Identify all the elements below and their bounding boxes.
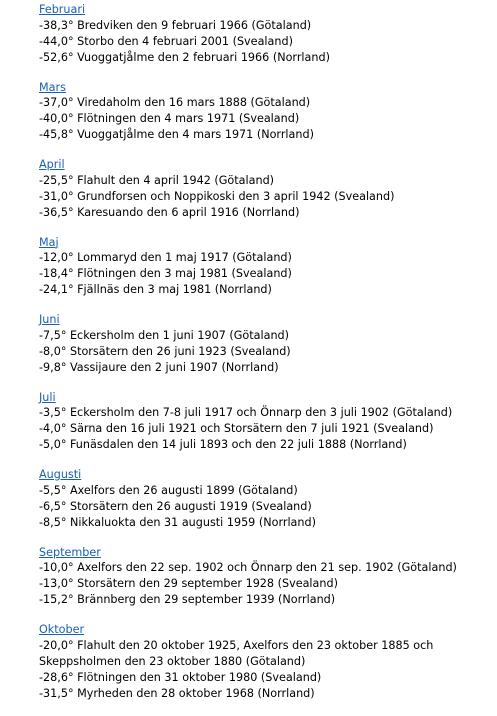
temperature-records-list (39, 2, 491, 716)
month-section-juni (39, 312, 491, 376)
month-section-maj (39, 235, 491, 299)
record-line: -40,0° Flötningen den 4 mars 1971 (Svealand) (39, 112, 300, 125)
month-link-september[interactable]: September (39, 545, 101, 559)
record-line: -5,5° Axelfors den 26 augusti 1899 (Götaland) (39, 483, 298, 497)
month-link-juli[interactable]: Juli (39, 390, 56, 404)
record-line: -18,4° Flötningen den 3 maj 1981 (Svealand) (39, 267, 292, 280)
record-line: -36,5° Karesuando den 6 april 1916 (Norrland) (39, 205, 300, 219)
record-line: -8,5° Nikkaluokta den 31 augusti 1959 (Norrland) (39, 515, 316, 529)
month-section-oktober (39, 622, 491, 702)
month-link-maj[interactable]: Maj (39, 235, 59, 249)
month-link-april[interactable]: April (39, 158, 65, 171)
record-line: -20,0° Flahult den 20 oktober 1925, Axelfors den 23 oktober 1885 och Skeppsholmen den 23 oktober 1880 (Götaland) (39, 638, 434, 668)
record-line: -9,8° Vassijaure den 2 juni 1907 (Norrland) (39, 360, 279, 374)
month-section-augusti (39, 467, 491, 531)
month-link-augusti[interactable]: Augusti (39, 468, 82, 481)
record-line: -10,0° Axelfors den 22 sep. 1902 och Önnarp den 21 sep. 1902 (Götaland) (39, 561, 457, 574)
record-line: -15,2° Brännberg den 29 september 1939 (Norrland) (39, 593, 336, 606)
record-line: -45,8° Vuoggatjålme den 4 mars 1971 (Norrland) (39, 128, 314, 141)
month-link-februari[interactable]: Februari (39, 3, 86, 16)
record-line: -44,0° Storbo den 4 februari 2001 (Svealand) (39, 34, 293, 48)
record-line: -3,5° Eckersholm den 7-8 juli 1917 och Önnarp den 3 juli 1902 (Götaland) (39, 406, 453, 419)
record-line: -52,6° Vuoggatjålme den 2 februari 1966 (Norrland) (39, 50, 330, 64)
record-line: -5,0° Funäsdalen den 14 juli 1893 och den 22 juli 1888 (Norrland) (39, 438, 407, 451)
record-line: -13,0° Storsätern den 29 september 1928 (Svealand) (39, 577, 338, 590)
month-section-juli (39, 390, 491, 454)
month-section-februari (39, 2, 491, 66)
record-line: -8,0° Storsätern den 26 juni 1923 (Svealand) (39, 344, 291, 358)
record-line: -31,5° Myrheden den 28 oktober 1968 (Norrland) (39, 686, 315, 700)
record-line: -25,5° Flahult den 4 april 1942 (Götaland) (39, 173, 275, 187)
record-line: -6,5° Storsätern den 26 augusti 1919 (Svealand) (39, 499, 312, 513)
record-line: -7,5° Eckersholm den 1 juni 1907 (Götaland) (39, 328, 290, 342)
month-link-juni[interactable]: Juni (39, 313, 60, 326)
record-line: -4,0° Särna den 16 juli 1921 och Storsätern den 7 juli 1921 (Svealand) (39, 422, 434, 435)
record-line: -12,0° Lommaryd den 1 maj 1917 (Götaland) (39, 251, 292, 264)
month-section-mars (39, 80, 491, 144)
record-line: -31,0° Grundforsen och Noppikoski den 3 april 1942 (Svealand) (39, 189, 395, 203)
record-line: -37,0° Viredaholm den 16 mars 1888 (Götaland) (39, 96, 311, 109)
month-section-september (39, 545, 491, 609)
month-section-april (39, 157, 491, 221)
month-link-oktober[interactable]: Oktober (39, 623, 85, 636)
record-line: -24,1° Fjällnäs den 3 maj 1981 (Norrland) (39, 283, 272, 296)
month-link-mars[interactable]: Mars (39, 80, 66, 94)
record-line: -28,6° Flötningen den 31 oktober 1980 (Svealand) (39, 670, 322, 684)
record-line: -38,3° Bredviken den 9 februari 1966 (Götaland) (39, 18, 312, 32)
